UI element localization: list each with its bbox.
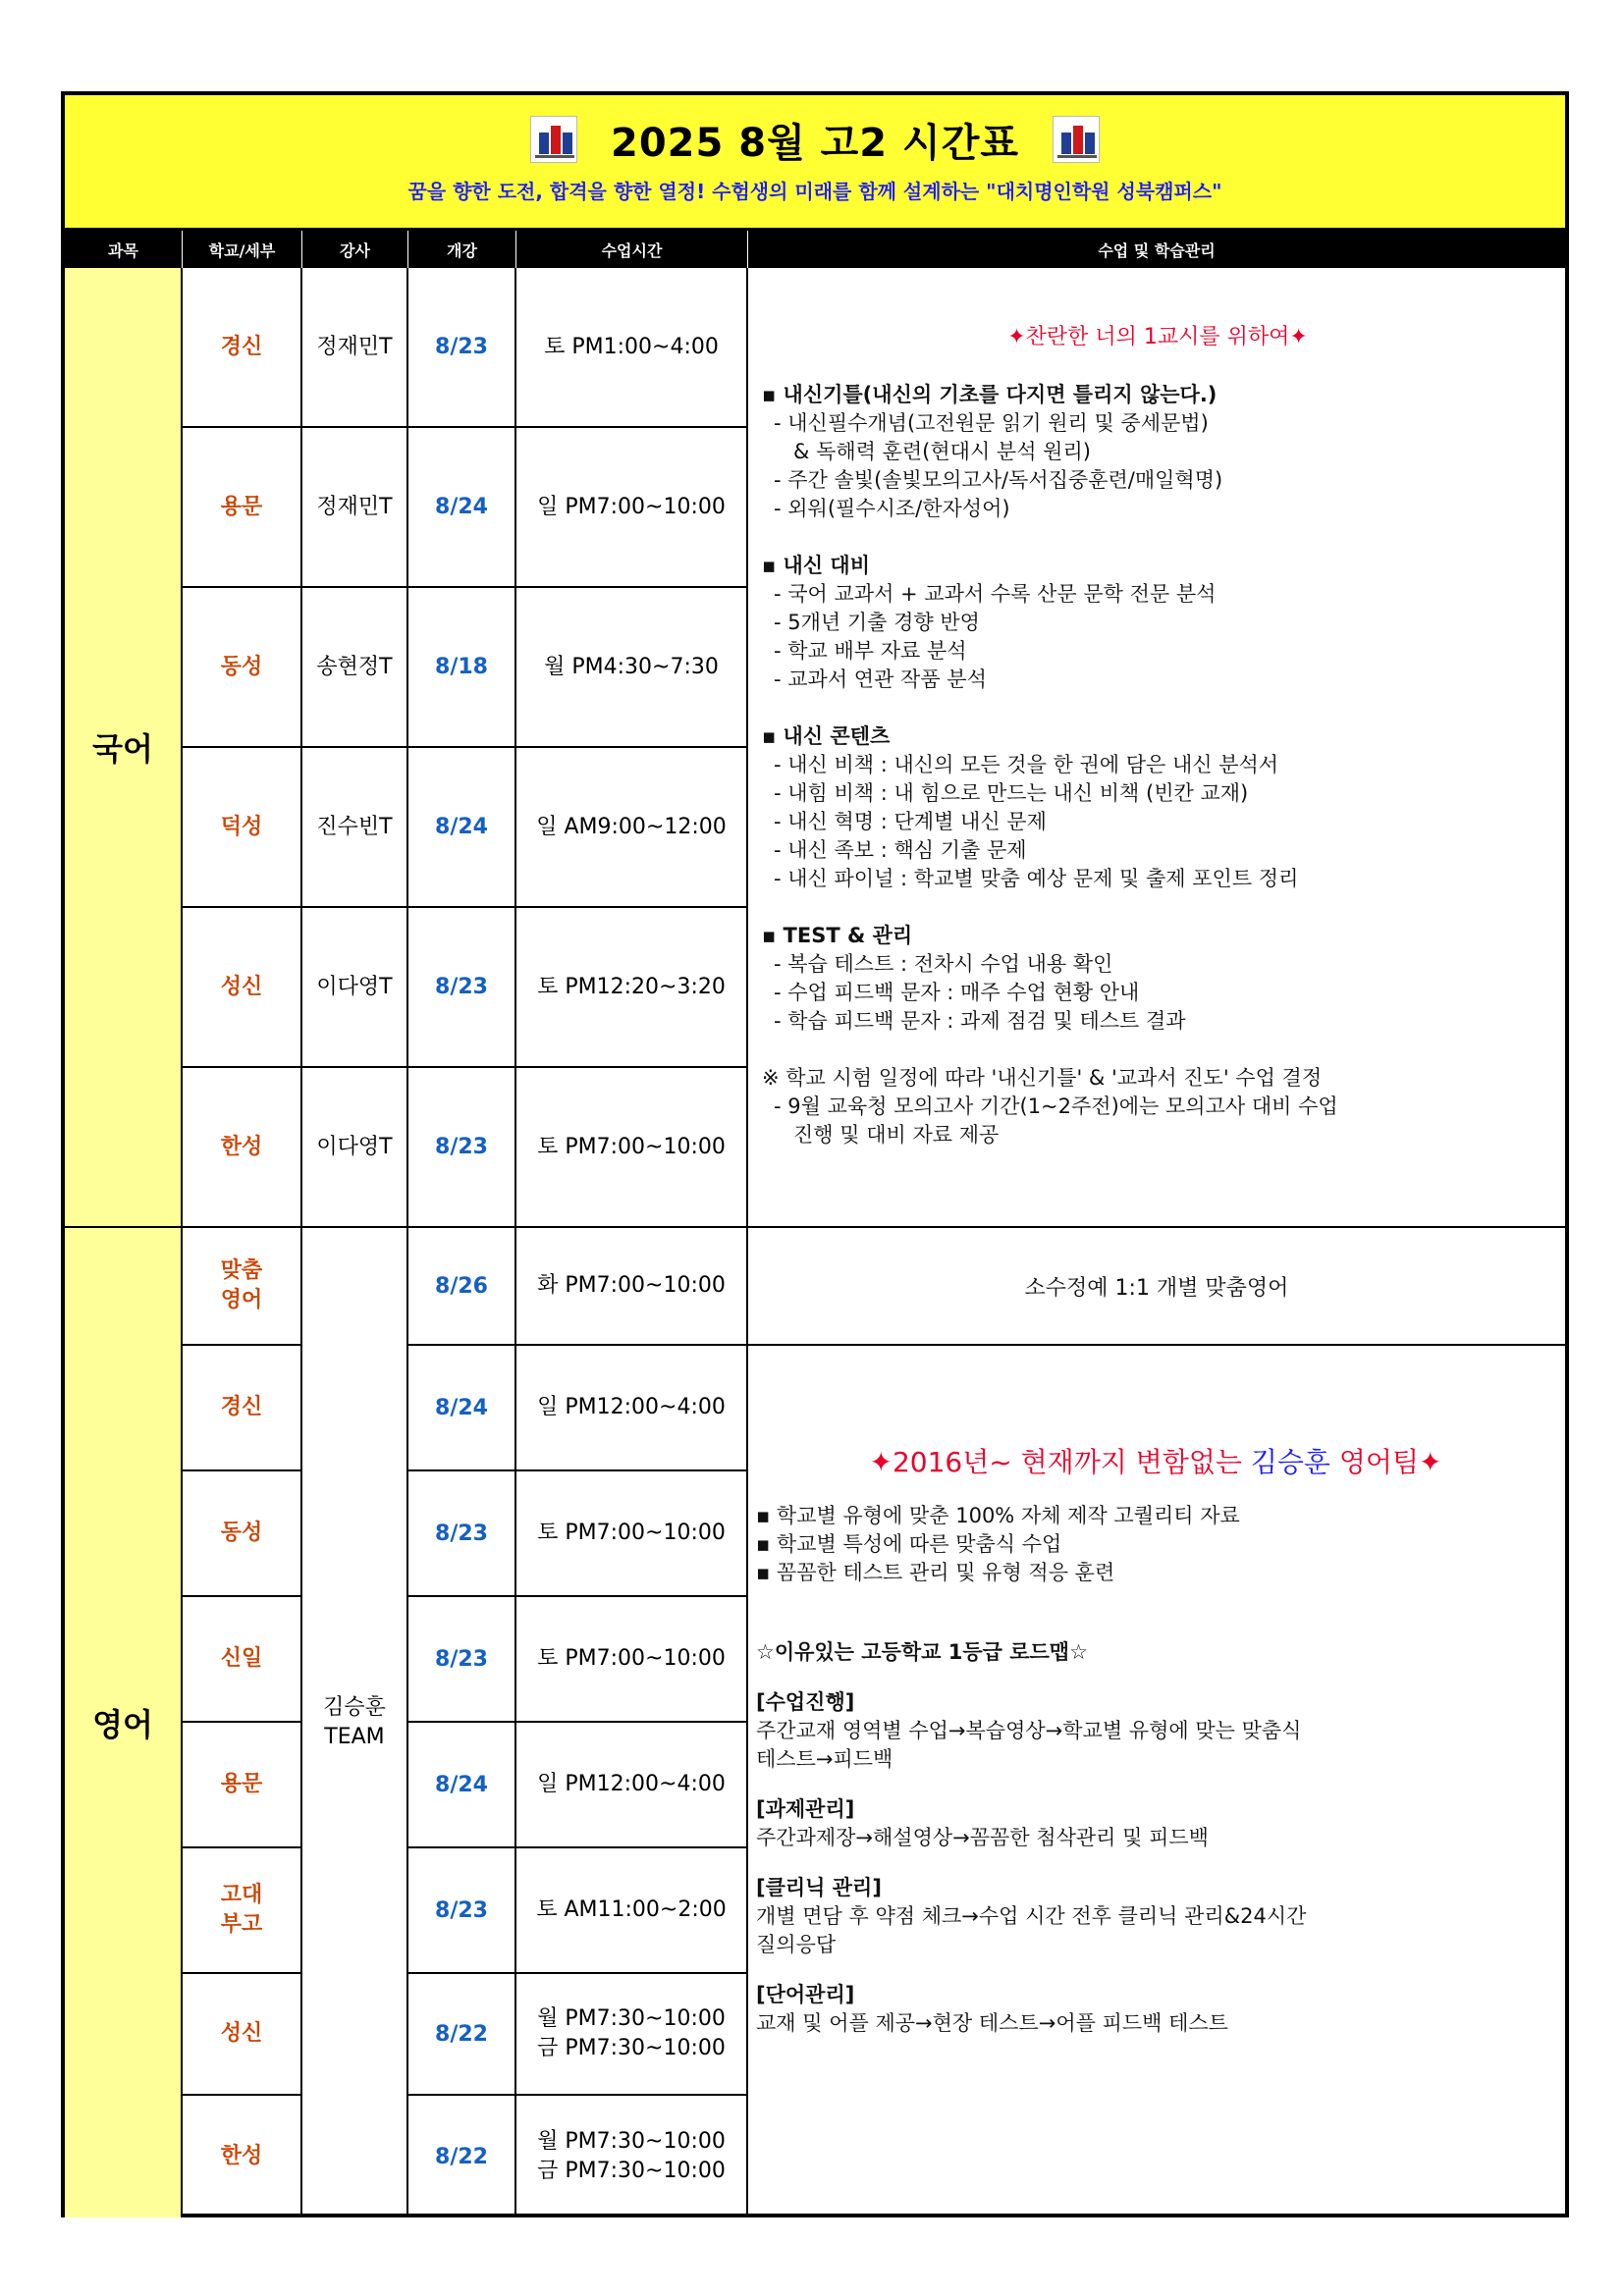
subject-korean: 국어 <box>65 268 183 1228</box>
korean-section-title: ▪ TEST & 관리 <box>762 924 913 947</box>
korean-section-item: - 학습 피드백 문자 : 과제 점검 및 테스트 결과 <box>774 1009 1186 1033</box>
korean-section-item: - 내힘 비책 : 내 힘으로 만드는 내신 비책 (빈칸 교재) <box>774 781 1249 805</box>
english-school: 경신 <box>183 1346 302 1471</box>
english-class-time: 토 AM11:00~2:00 <box>516 1848 748 1974</box>
english-headline <box>756 1448 1555 1476</box>
korean-teacher: 정재민T <box>302 428 408 588</box>
column-header-open: 개강 <box>408 231 516 268</box>
english-open-date: 8/23 <box>408 1471 516 1597</box>
english-block-text: 개별 면담 후 약점 체크→수업 시간 전후 클리닉 관리&24시간 질의응답 <box>756 1904 1307 1956</box>
english-block-text: 주간과제장→해설영상→꼼꼼한 첨삭관리 및 피드백 <box>756 1826 1209 1849</box>
english-custom-description: 소수정예 1:1 개별 맞춤영어 <box>748 1228 1565 1346</box>
korean-note: ※ 학교 시험 일정에 따라 '내신기틀' & '교과서 진도' 수업 결정 <box>762 1066 1323 1090</box>
korean-note-item: 진행 및 대비 자료 제공 <box>774 1123 1000 1147</box>
korean-teacher: 이다영T <box>302 1068 408 1228</box>
korean-school: 경신 <box>183 268 302 428</box>
english-block-title: [과제관리] <box>756 1797 855 1821</box>
korean-section-item: - 내신 파이널 : 학교별 맞춤 예상 문제 및 출제 포인트 정리 <box>774 867 1299 890</box>
english-block-title: [클리닉 관리] <box>756 1876 882 1899</box>
english-class-time: 일 PM12:00~4:00 <box>516 1346 748 1471</box>
academy-logo-icon <box>1053 116 1100 163</box>
korean-class-time: 토 PM7:00~10:00 <box>516 1068 748 1228</box>
english-roadmap-title: ☆이유있는 고등학교 1등급 로드맵☆ <box>756 1640 1088 1664</box>
korean-section-item: - 학교 배부 자료 분석 <box>774 639 967 663</box>
english-class-time: 일 PM12:00~4:00 <box>516 1723 748 1848</box>
english-open-date: 8/26 <box>408 1228 516 1346</box>
korean-school: 한성 <box>183 1068 302 1228</box>
korean-open-date: 8/24 <box>408 428 516 588</box>
english-class-time: 월 PM7:30~10:00 금 PM7:30~10:00 <box>516 2096 748 2217</box>
korean-section-item: - 교과서 연관 작품 분석 <box>774 667 987 691</box>
korean-section-item: - 내신 혁명 : 단계별 내신 문제 <box>774 810 1047 833</box>
korean-school: 동성 <box>183 588 302 748</box>
english-description <box>748 1346 1565 2217</box>
korean-section-item: - 수업 피드백 문자 : 매주 수업 현황 안내 <box>774 981 1140 1004</box>
english-class-time: 토 PM7:00~10:00 <box>516 1597 748 1723</box>
korean-section-item: - 내신 족보 : 핵심 기출 문제 <box>774 838 1027 862</box>
korean-section-item: - 복습 테스트 : 전차시 수업 내용 확인 <box>774 952 1113 976</box>
english-open-date: 8/24 <box>408 1346 516 1471</box>
english-class-time: 월 PM7:30~10:00 금 PM7:30~10:00 <box>516 1974 748 2096</box>
korean-section-item: - 외워(필수시조/한자성어) <box>774 497 1010 520</box>
korean-note-item: - 9월 교육청 모의고사 기간(1~2주전)에는 모의고사 대비 수업 <box>774 1095 1338 1118</box>
academy-logo-icon <box>530 116 577 163</box>
korean-section-title: ▪ 내신 콘텐츠 <box>762 724 891 748</box>
korean-teacher: 정재민T <box>302 268 408 428</box>
english-class-time: 화 PM7:00~10:00 <box>516 1228 748 1346</box>
korean-open-date: 8/23 <box>408 268 516 428</box>
english-bullet: ▪ 학교별 유형에 맞춘 100% 자체 제작 고퀄리티 자료 <box>756 1504 1240 1527</box>
english-school: 한성 <box>183 2096 302 2217</box>
english-block-title: [단어관리] <box>756 1983 855 2006</box>
korean-open-date: 8/18 <box>408 588 516 748</box>
english-open-date: 8/23 <box>408 1848 516 1974</box>
korean-headline: ✦찬란한 너의 1교시를 위하여✦ <box>1007 325 1308 349</box>
korean-class-time: 일 PM7:00~10:00 <box>516 428 748 588</box>
korean-section-item: - 내신 비책 : 내신의 모든 것을 한 권에 담은 내신 분석서 <box>774 753 1279 776</box>
korean-open-date: 8/23 <box>408 908 516 1068</box>
english-bullet: ▪ 꼼꼼한 테스트 관리 및 유형 적응 훈련 <box>756 1561 1115 1584</box>
english-open-date: 8/23 <box>408 1597 516 1723</box>
english-block-text: 주간교재 영역별 수업→복습영상→학교별 유형에 맞는 맞춤식 테스트→피드백 <box>756 1719 1302 1771</box>
page-subtitle: 꿈을 향한 도전, 합격을 향한 열정! 수험생의 미래를 함께 설계하는 "대치명인학원 성북캠퍼스" <box>407 180 1222 203</box>
column-header-time: 수업시간 <box>516 231 748 268</box>
english-school: 고대 부고 <box>183 1848 302 1974</box>
korean-open-date: 8/23 <box>408 1068 516 1228</box>
title-row <box>65 109 1565 170</box>
english-teacher: 김승훈 TEAM <box>302 1228 408 2217</box>
korean-section-item: - 주간 솔빛(솔빛모의고사/독서집중훈련/매일혁명) <box>774 468 1223 492</box>
column-header-subject: 과목 <box>65 231 183 268</box>
korean-section-title: ▪ 내신기틀(내신의 기초를 다지면 틀리지 않는다.) <box>762 383 1218 406</box>
english-school: 성신 <box>183 1974 302 2096</box>
english-school: 용문 <box>183 1723 302 1848</box>
korean-school: 덕성 <box>183 748 302 908</box>
english-block-text: 교재 및 어플 제공→현장 테스트→어플 피드백 테스트 <box>756 2011 1228 2035</box>
korean-teacher: 진수빈T <box>302 748 408 908</box>
column-header-school: 학교/세부 <box>183 231 302 268</box>
korean-section-title: ▪ 내신 대비 <box>762 554 870 577</box>
english-headline-left: ✦2016년~ 현재까지 변함없는 <box>869 1446 1251 1478</box>
korean-class-time: 토 PM12:20~3:20 <box>516 908 748 1068</box>
english-open-date: 8/22 <box>408 2096 516 2217</box>
header-banner <box>65 95 1565 231</box>
timetable-sheet <box>61 91 1569 2217</box>
english-school: 신일 <box>183 1597 302 1723</box>
korean-open-date: 8/24 <box>408 748 516 908</box>
english-block-title: [수업진행] <box>756 1690 855 1714</box>
english-school: 맞춤 영어 <box>183 1228 302 1346</box>
korean-teacher: 송현정T <box>302 588 408 748</box>
korean-school: 성신 <box>183 908 302 1068</box>
column-header-description: 수업 및 학습관리 <box>748 231 1565 268</box>
english-open-date: 8/22 <box>408 1974 516 2096</box>
korean-section-item: & 독해력 훈련(현대시 분석 원리) <box>774 440 1091 463</box>
korean-class-time: 월 PM4:30~7:30 <box>516 588 748 748</box>
korean-teacher: 이다영T <box>302 908 408 1068</box>
korean-class-time: 토 PM1:00~4:00 <box>516 268 748 428</box>
page-title: 2025 8월 고2 시간표 <box>611 120 1019 166</box>
english-headline-teacher: 김승훈 <box>1250 1446 1330 1478</box>
english-open-date: 8/24 <box>408 1723 516 1848</box>
english-class-time: 토 PM7:00~10:00 <box>516 1471 748 1597</box>
english-school: 동성 <box>183 1471 302 1597</box>
subject-english: 영어 <box>65 1228 183 2217</box>
english-bullet: ▪ 학교별 특성에 따른 맞춤식 수업 <box>756 1532 1062 1556</box>
english-headline-right: 영어팀✦ <box>1329 1446 1442 1478</box>
column-header-teacher: 강사 <box>302 231 408 268</box>
korean-section-item: - 5개년 기출 경향 반영 <box>774 611 980 634</box>
korean-class-time: 일 AM9:00~12:00 <box>516 748 748 908</box>
korean-description <box>748 268 1565 1228</box>
korean-section-item: - 내신필수개념(고전원문 읽기 원리 및 중세문법) <box>774 411 1209 435</box>
korean-section-item: - 국어 교과서 + 교과서 수록 산문 문학 전문 분석 <box>774 582 1217 606</box>
korean-school: 용문 <box>183 428 302 588</box>
